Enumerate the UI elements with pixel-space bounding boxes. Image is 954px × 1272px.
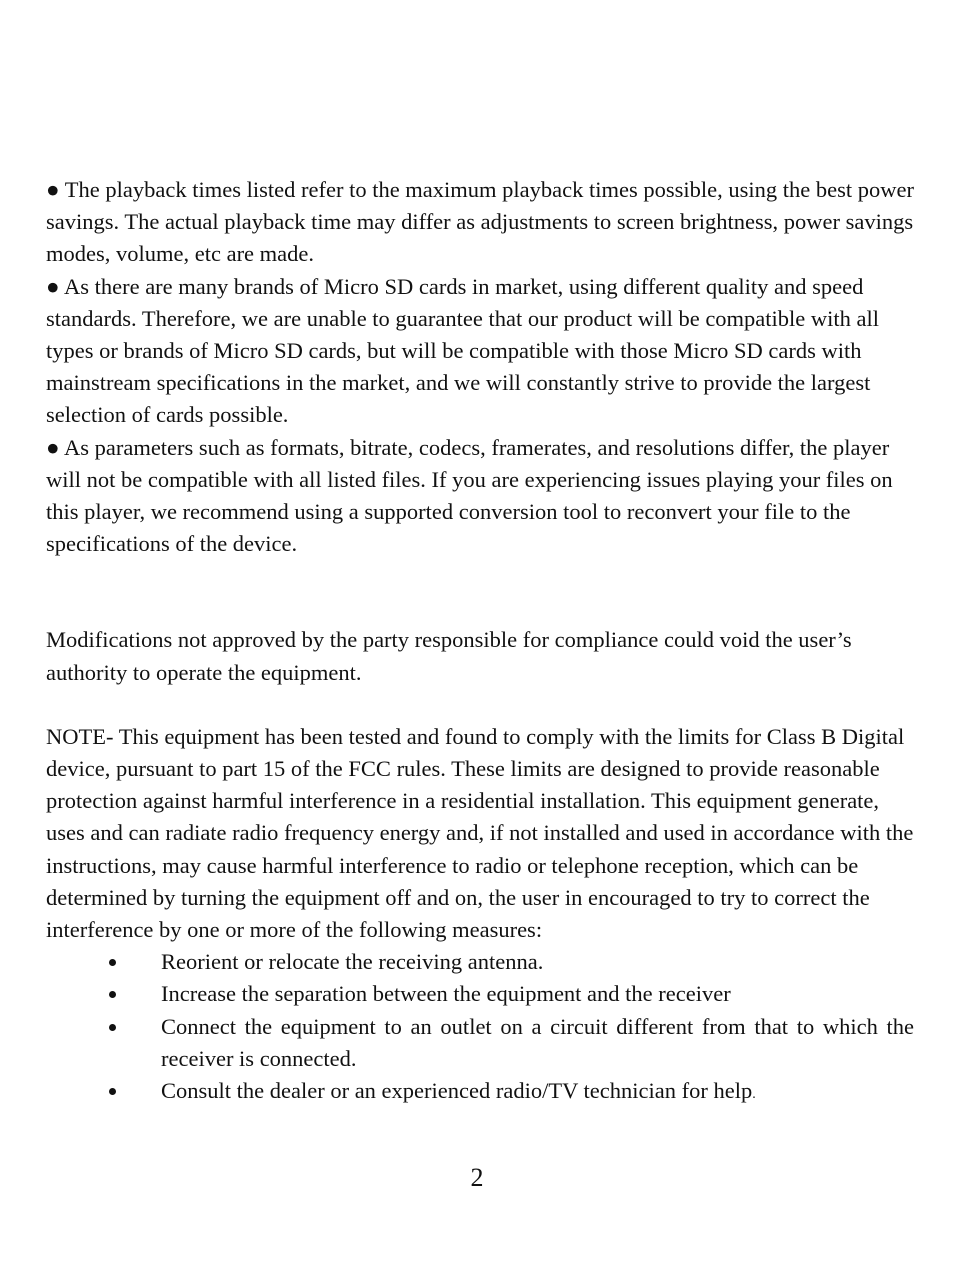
measure-text: Reorient or relocate the receiving antenna.: [161, 949, 544, 975]
page-number: 2: [470, 1163, 484, 1192]
bullet-icon: [102, 1075, 122, 1107]
note-micro-sd-cards: ● As there are many brands of Micro SD cards in market, using different quality and speed standards. Therefore, we are unable to guarantee that our product will be compatible with all types or brands of Micro SD cards, but will be compatible with those Micro SD cards with mainstream specifications in the market, and we will constantly strive to provide the largest selection of cards possible.: [46, 273, 880, 428]
bullet-icon: [102, 1011, 122, 1043]
bullet-icon: [102, 978, 122, 1010]
list-item: [46, 1075, 914, 1111]
modifications-warning: Modifications not approved by the party responsible for compliance could void the user’s authority to operate the equipment.: [46, 627, 852, 685]
measure-text: Consult the dealer or an experienced radio/TV technician for help: [161, 1078, 753, 1104]
list-item: [46, 1011, 914, 1075]
section-spacer: [46, 689, 914, 721]
list-item: [46, 946, 914, 978]
bullet-icon: [102, 946, 122, 978]
fcc-note: NOTE- This equipment has been tested and found to comply with the limits for Class B Digital device, pursuant to part 15 of the FCC rules. These limits are designed to provide reasonable protection against harmful interference in a residential installation. This equipment generate, uses and can radiate radio frequency energy and, if not installed and used in accordance with the instructions, may cause harmful interference to radio or telephone reception, which can be determined by turning the equipment off and on, the user in encouraged to try to correct the interference by one or more of the following measures:: [46, 723, 914, 943]
measure-period: .: [752, 1087, 756, 1103]
measures-list: [46, 946, 914, 1111]
measure-text: Connect the equipment to an outlet on a circuit different from that to which the receiver is connected.: [161, 1013, 914, 1071]
section-spacer: [46, 560, 914, 624]
note-playback-times: ● The playback times listed refer to the maximum playback times possible, using the best power savings. The actual playback time may differ as adjustments to screen brightness, power savings modes, volume, etc are made.: [46, 177, 914, 267]
measure-text: Increase the separation between the equipment and the receiver: [161, 981, 731, 1007]
list-item: [46, 978, 914, 1010]
note-file-compatibility: ● As parameters such as formats, bitrate, codecs, framerates, and resolutions differ, the player will not be compatible with all listed files. If you are experiencing issues playing your files on this player, we recommend using a supported conversion tool to reconvert your file to the specifications of the device.: [46, 434, 893, 557]
document-page: [46, 174, 914, 1111]
